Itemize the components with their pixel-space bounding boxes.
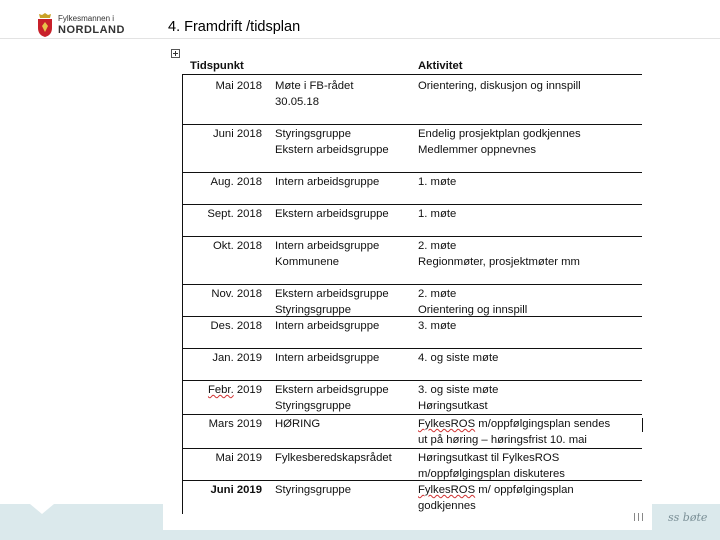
table-row-divider xyxy=(182,348,642,349)
table-cell-group: Fylkesberedskapsrådet xyxy=(275,452,392,464)
footer-signature: ss bøte xyxy=(668,511,708,524)
organization-name-line1: Fylkesmannen i xyxy=(58,14,115,23)
organization-logo xyxy=(36,12,146,42)
table-cell-activity: FylkesROS m/ oppfølgingsplan xyxy=(418,484,574,496)
table-cell-activity: Regionmøter, prosjektmøter mm xyxy=(418,256,580,268)
table-cell-group: Intern arbeidsgruppe xyxy=(275,352,380,364)
coat-of-arms-shield-icon xyxy=(36,12,54,38)
spellcheck-underlined-word: FylkesROS xyxy=(418,418,476,430)
table-cell-activity: 2. møte xyxy=(418,288,457,300)
page-edge-marks xyxy=(634,513,646,521)
table-cell-activity: 2. møte xyxy=(418,240,457,252)
spellcheck-underlined-word: FylkesROS xyxy=(418,484,476,496)
table-cell-activity: Høringsutkast til FylkesROS xyxy=(418,452,560,464)
table-row-divider xyxy=(182,172,642,173)
table-cell-activity: 3. og siste møte xyxy=(418,384,499,396)
table-cell-activity: 1. møte xyxy=(418,176,457,188)
table-header-time: Tidspunkt xyxy=(190,60,244,72)
table-cell-activity: 1. møte xyxy=(418,208,457,220)
table-cell-time: Des. 2018 xyxy=(210,320,262,332)
table-cell-group: Ekstern arbeidsgruppe xyxy=(275,288,389,300)
table-row-divider xyxy=(182,480,642,481)
footer-band-notch xyxy=(30,504,54,514)
spellcheck-underlined-word: Febr. xyxy=(207,384,234,396)
table-header-activity: Aktivitet xyxy=(418,60,463,72)
table-row-divider xyxy=(182,380,642,381)
table-cell-activity: 3. møte xyxy=(418,320,457,332)
table-right-edge-mark xyxy=(642,418,643,432)
table-cell-time: Sept. 2018 xyxy=(207,208,262,220)
table-cell-time: Mars 2019 xyxy=(208,418,262,430)
table-cell-activity: Medlemmer oppnevnes xyxy=(418,144,537,156)
table-cell-group: Ekstern arbeidsgruppe xyxy=(275,384,389,396)
table-row-divider xyxy=(182,204,642,205)
table-cell-group: Ekstern arbeidsgruppe xyxy=(275,208,389,220)
table-cell-activity: Endelig prosjektplan godkjennes xyxy=(418,128,581,140)
table-header-rule xyxy=(182,74,642,75)
table-cell-activity: 4. og siste møte xyxy=(418,352,499,364)
table-move-handle-icon[interactable] xyxy=(171,49,180,58)
slide-title: 4. Framdrift /tidsplan xyxy=(168,19,301,35)
table-cell-time: Mai 2018 xyxy=(215,80,262,92)
table-cell-time: Okt. 2018 xyxy=(213,240,262,252)
table-cell-time: Juni 2019 xyxy=(210,484,262,496)
table-cell-time: Mai 2019 xyxy=(215,452,262,464)
table-cell-group: Ekstern arbeidsgruppe xyxy=(275,144,389,156)
table-cell-activity: Orientering og innspill xyxy=(418,304,528,316)
table-cell-activity: FylkesROS m/oppfølgingsplan sendes xyxy=(418,418,611,430)
table-cell-group: Intern arbeidsgruppe xyxy=(275,320,380,332)
table-cell-time: Nov. 2018 xyxy=(211,288,262,300)
table-cell-time: Juni 2018 xyxy=(213,128,262,140)
table-cell-time: Febr. 2019 xyxy=(207,384,262,396)
table-cell-group: Intern arbeidsgruppe xyxy=(275,240,380,252)
table-cell-group: Styringsgruppe xyxy=(275,484,351,496)
table-cell-group: Styringsgruppe xyxy=(275,128,351,140)
table-cell-activity: Høringsutkast xyxy=(418,400,488,412)
table-row-divider xyxy=(182,284,642,285)
table-cell-activity: ut på høring – høringsfrist 10. mai xyxy=(418,434,587,446)
table-cell-group: Møte i FB-rådet xyxy=(275,80,354,92)
organization-name-line2: NORDLAND xyxy=(58,24,125,36)
table-cell-group: Styringsgruppe xyxy=(275,304,351,316)
table-cell-time: Jan. 2019 xyxy=(212,352,262,364)
table-cell-group: Kommunene xyxy=(275,256,340,268)
table-cell-group: HØRING xyxy=(275,418,321,430)
table-cell-activity: godkjennes xyxy=(418,500,476,512)
table-cell-activity: Orientering, diskusjon og innspill xyxy=(418,80,581,92)
table-row-divider xyxy=(182,414,642,415)
table-cell-time: Aug. 2018 xyxy=(210,176,262,188)
table-row-divider xyxy=(182,316,642,317)
table-row-divider xyxy=(182,236,642,237)
table-cell-activity: m/oppfølgingsplan diskuteres xyxy=(418,468,565,480)
table-row-divider xyxy=(182,448,642,449)
table-cell-group: 30.05.18 xyxy=(275,96,319,108)
table-row-divider xyxy=(182,124,642,125)
table-cell-group: Intern arbeidsgruppe xyxy=(275,176,380,188)
table-cell-group: Styringsgruppe xyxy=(275,400,351,412)
